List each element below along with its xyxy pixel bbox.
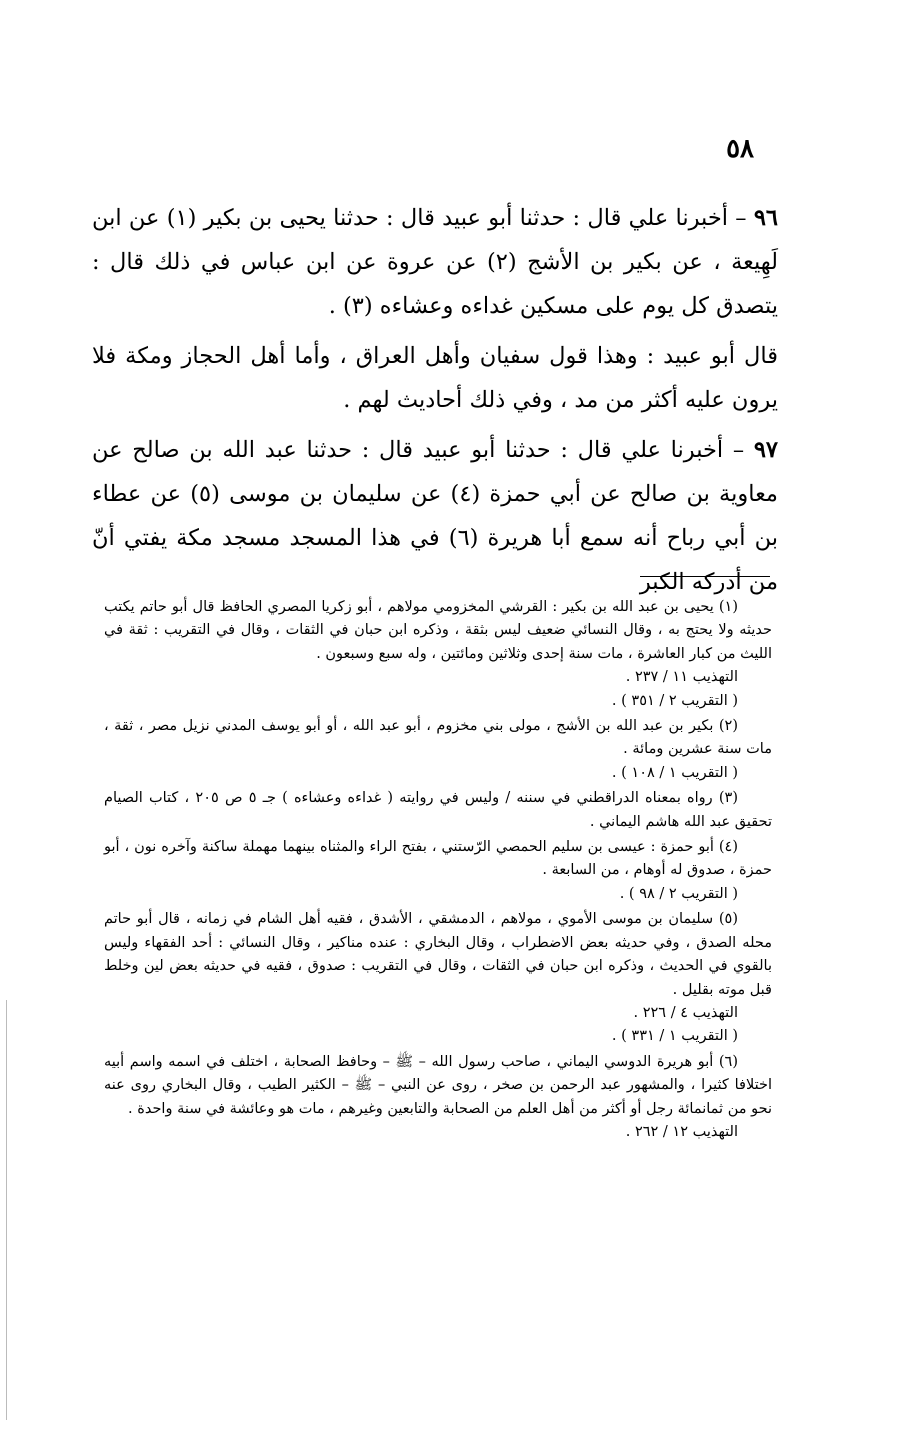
hadith-number: ٩٦ bbox=[753, 205, 778, 231]
commentary-paragraph bbox=[92, 334, 778, 422]
footnote-reference: ( التقريب ٢ / ٩٨ ) . bbox=[619, 885, 738, 902]
main-text bbox=[92, 196, 778, 604]
hadith-96 bbox=[92, 196, 778, 328]
footnote-2: (٢) بكير بن عبد الله بن الأشج ، مولى بني مخزوم ، أبو عبد الله ، أو أبو يوسف المدني نزيل مصر ، ثقة ، مات سنة عشرين ومائة . bbox=[104, 718, 772, 758]
footnotes bbox=[104, 596, 772, 1144]
commentary-text: قال أبو عبيد : وهذا قول سفيان وأهل العراق ، وأما أهل الحجاز ومكة فلا يرون عليه أكثر من مد ، وفي ذلك أحاديث لهم . bbox=[92, 343, 778, 413]
footnote-separator bbox=[640, 576, 770, 577]
scan-margin-line bbox=[6, 1000, 7, 1420]
page-number: ٥٨ bbox=[726, 134, 754, 164]
footnote-reference: ( التقريب ١ / ١٠٨ ) . bbox=[611, 764, 738, 781]
hadith-text: – أخبرنا علي قال : حدثنا أبو عبيد قال : حدثنا عبد الله بن صالح عن معاوية بن صالح عن أبي حمزة (٤) عن سليمان بن موسى (٥) عن عطاء بن أبي رباح أنه سمع أبا هريرة (٦) في هذا المسجد مسجد مكة يفتي أنّ من أدركه الكبر bbox=[92, 437, 778, 595]
footnote-reference: التهذيب ٤ / ٢٢٦ . bbox=[633, 1004, 738, 1021]
footnote-3: (٣) رواه بمعناه الدراقطني في سننه / وليس في روايته ( غداءه وعشاءه ) جـ ٥ ص ٢٠٥ ، كتاب الصيام تحقيق عبد الله هاشم اليماني . bbox=[104, 790, 772, 830]
footnote-reference: التهذيب ١٢ / ٢٦٢ . bbox=[625, 1123, 738, 1140]
hadith-text: – أخبرنا علي قال : حدثنا أبو عبيد قال : حدثنا يحيى بن بكير (١) عن ابن لَهِيعة ، عن بكير بن الأشج (٢) عن عروة عن ابن عباس في ذلك قال : يتصدق كل يوم على مسكين غداءه وعشاءه (٣) . bbox=[92, 205, 779, 319]
footnote-4: (٤) أبو حمزة : عيسى بن سليم الحمصي الرّستني ، بفتح الراء والمثناه بينهما مهملة ساكنة وآخره نون ، أبو حمزة ، صدوق له أوهام ، من السابعة . bbox=[104, 839, 772, 879]
hadith-number: ٩٧ bbox=[753, 437, 778, 463]
footnote-reference: ( التقريب ٢ / ٣٥١ ) . bbox=[611, 692, 738, 709]
footnote-1: (١) يحيى بن عبد الله بن بكير : القرشي المخزومي مولاهم ، أبو زكريا المصري الحافظ قال أبو حاتم يكتب حديثه ولا يحتج به ، وقال النسائي ضعيف ليس بثقة ، وذكره ابن حبان في الثقات ، وقال في التقريب : ثقة في الليث من كبار العاشرة ، مات سنة إحدى وثلاثين ومائتين ، وله سبع وسبعون . bbox=[104, 599, 772, 662]
footnote-reference: التهذيب ١١ / ٢٣٧ . bbox=[625, 669, 738, 686]
footnote-5: (٥) سليمان بن موسى الأموي ، مولاهم ، الدمشقي ، الأشدق ، فقيه أهل الشام في زمانه ، قال أبو حاتم محله الصدق ، وفي حديثه بعض الاضطراب ، وقال البخاري : عنده مناكير ، وقال النسائي : أحد الفقهاء وليس بالقوي في الحديث ، وذكره ابن حبان في الثقات ، وقال في التقريب : صدوق ، فقيه في حديثه بعض لين وخلط قبل موته بقليل . bbox=[104, 911, 772, 998]
footnote-reference: ( التقريب ١ / ٣٣١ ) . bbox=[611, 1028, 738, 1045]
hadith-97 bbox=[92, 428, 778, 604]
footnote-6: (٦) أبو هريرة الدوسي اليماني ، صاحب رسول الله – ﷺ – وحافظ الصحابة ، اختلف في اسمه واسم أبيه اختلافا كثيرا ، والمشهور عبد الرحمن بن صخر ، روى عن النبي – ﷺ – الكثير الطيب ، وقال البخاري روى عنه نحو من ثمانمائة رجل أو أكثر من أهل العلم من الصحابة والتابعين وغيرهم ، مات هو وعائشة في سنة واحدة . bbox=[104, 1053, 772, 1117]
